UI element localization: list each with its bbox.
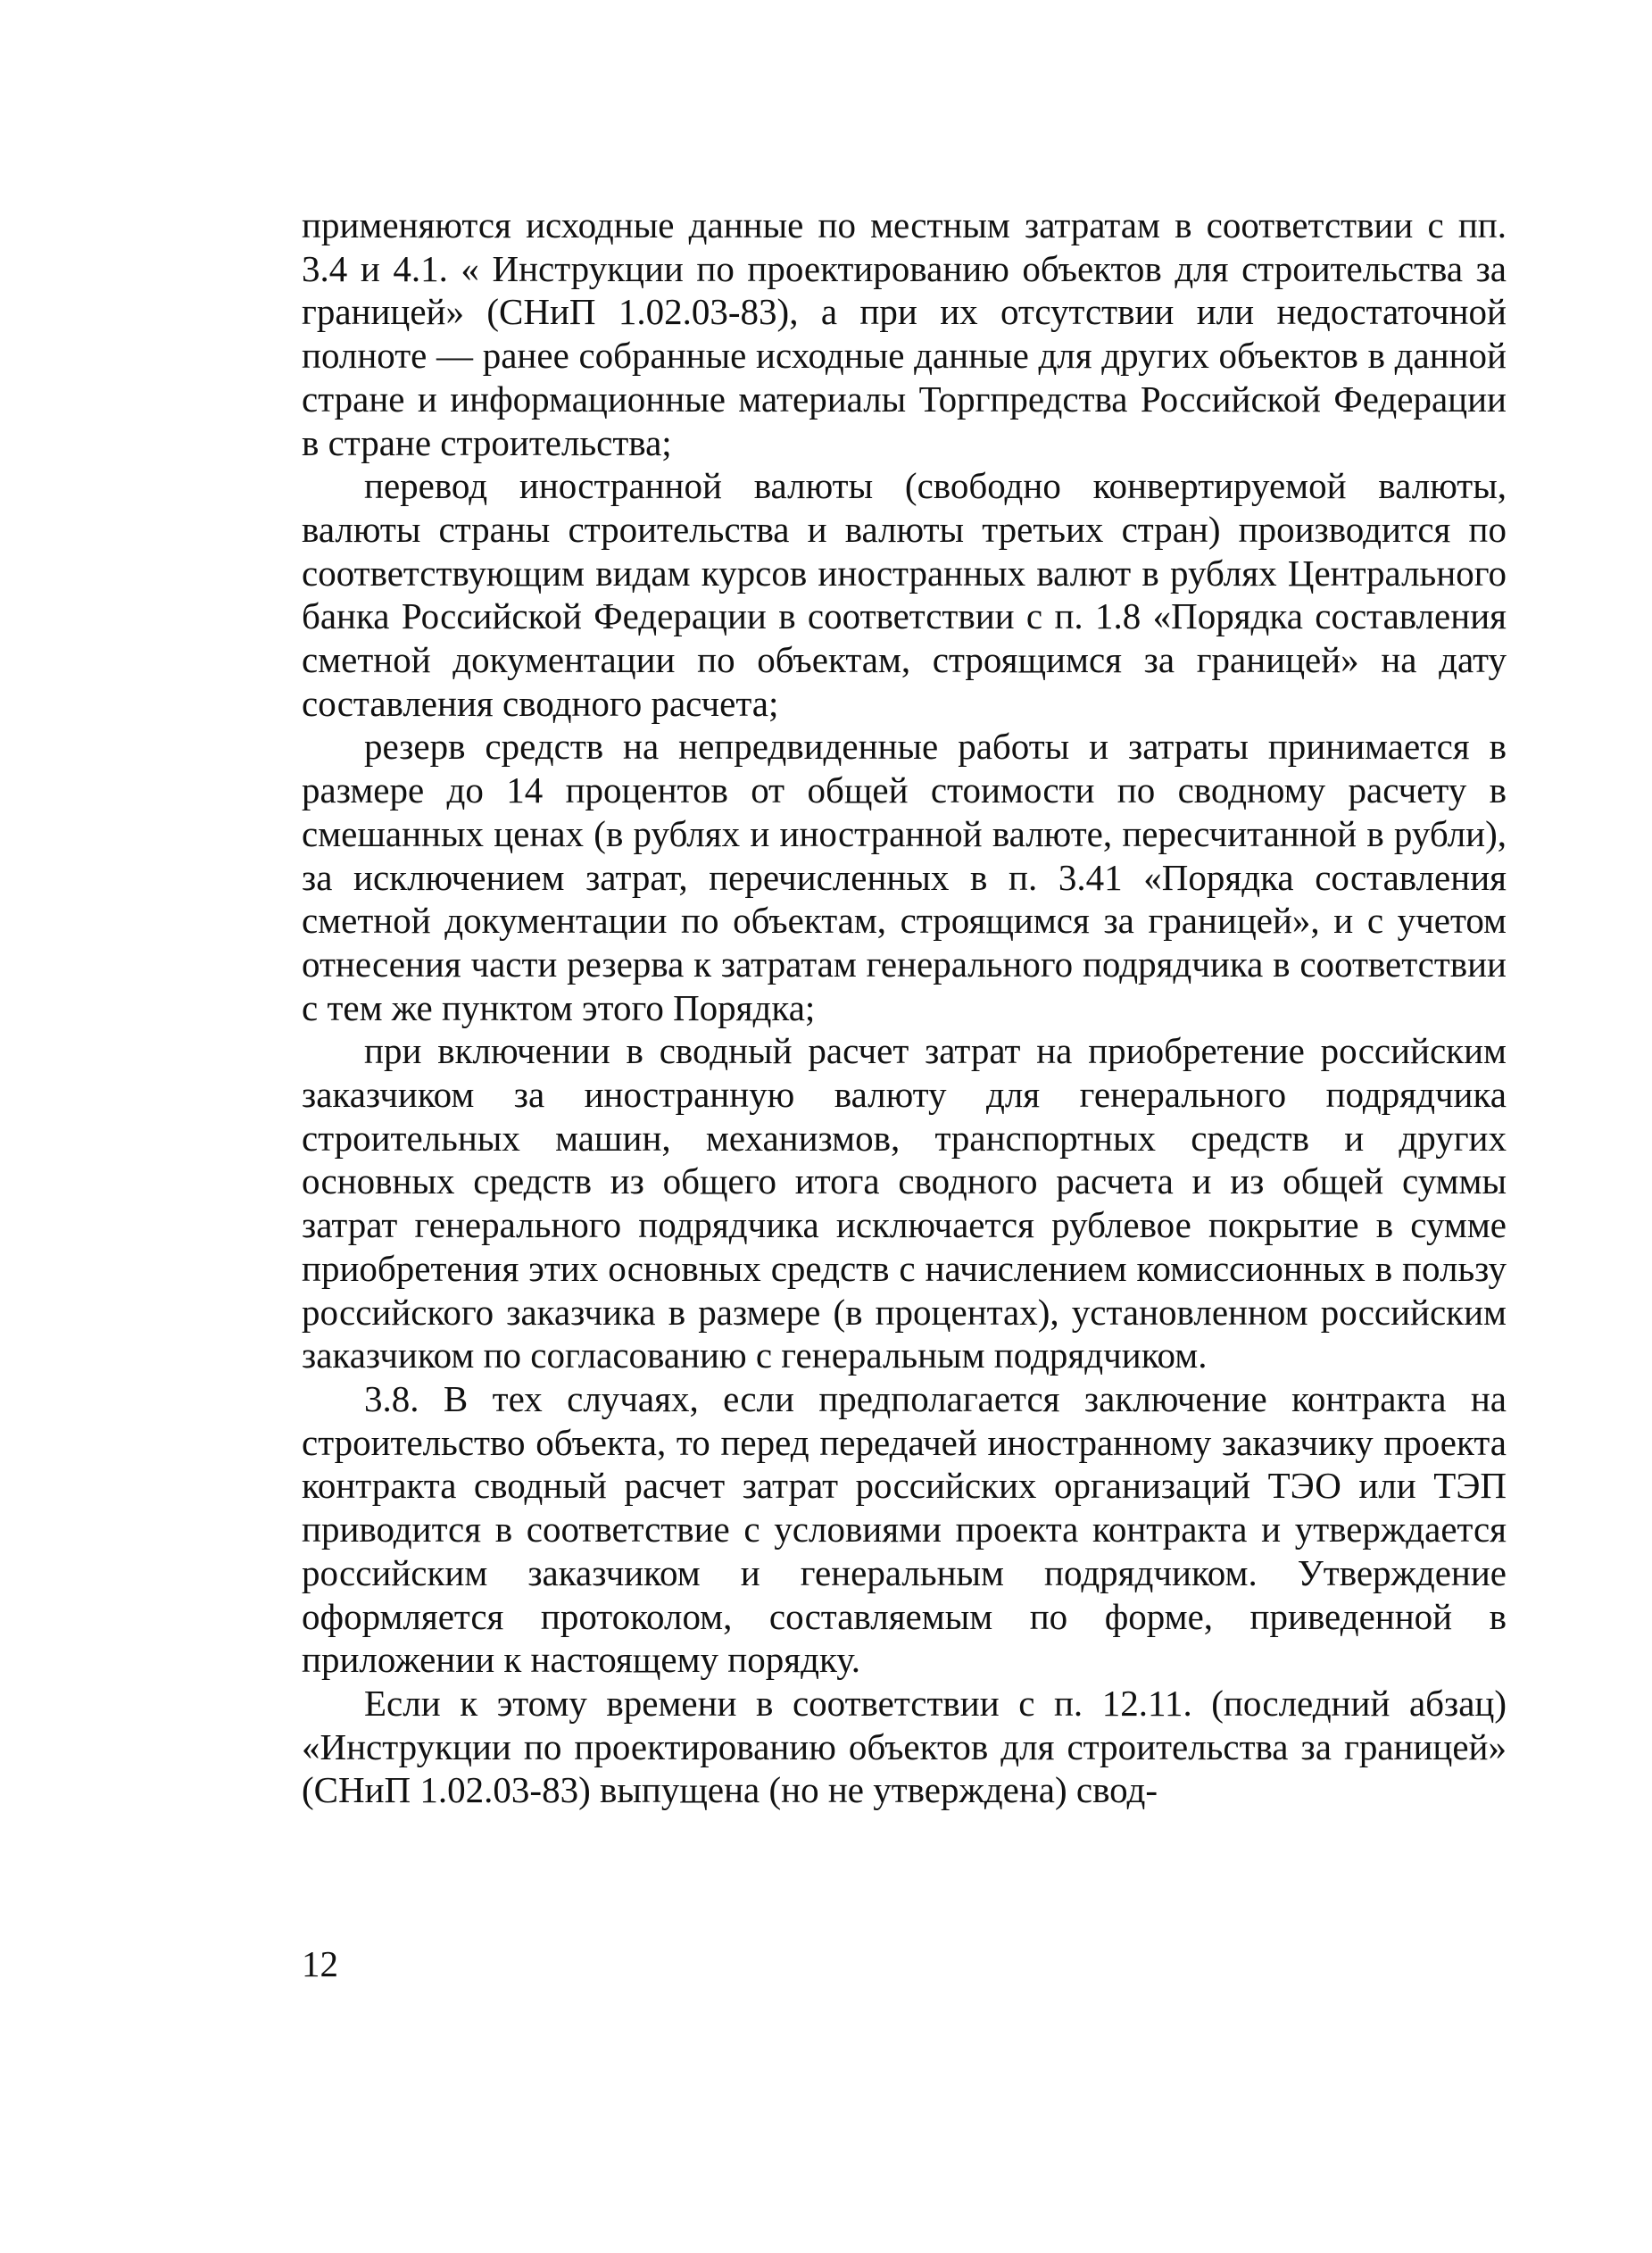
paragraph-4: при включении в сводный расчет затрат на приобретение российским заказчиком за иностранную валюту для генерального подрядчика строительных машин, механизмов, транспортных средств и других основных средств из общего итога сводного расчета и из общей суммы затрат генерального подрядчика исключается рублевое покрытие в сумме приобретения этих основных средств с начислением комиссионных в пользу российского заказчика в размере (в процентах), установленном российским заказчиком по согласованию с генеральным подрядчиком. [302,1030,1507,1376]
paragraph-1: применяются исходные данные по местным затратам в соответствии с пп. 3.4 и 4.1. « Инструкции по проектированию объектов для строительства за границей» (СНиП 1.02.03-83), а при их отсутствии или недостаточной полноте — ранее собранные исходные данные для других объектов в данной стране и информационные материалы Торгпредства Российской Федерации в стране строительства; [302,204,1507,463]
page-number: 12 [302,1943,338,1984]
paragraph-3: резерв средств на непредвиденные работы и затраты принимается в размере до 14 процентов от общей стоимости по сводному расчету в смешанных ценах (в рублях и иностранной валюте, пересчитанной в рубли), за исключением затрат, перечисленных в п. 3.41 «Порядка составления сметной документации по объектам, строящимся за границей», и с учетом отнесения части резерва к затратам генерального подрядчика в соответствии с тем же пунктом этого Порядка; [302,726,1507,1028]
document-body [302,204,1507,1812]
paragraph-5: 3.8. В тех случаях, если предполагается заключение контракта на строительство объекта, то перед передачей иностранному заказчику проекта контракта сводный расчет затрат российских организаций ТЭО или ТЭП приводится в соответствие с условиями проекта контракта и утверждается российским заказчиком и генеральным подрядчиком. Утверждение оформляется протоколом, составляемым по форме, приведенной в приложении к настоящему порядку. [302,1377,1507,1681]
paragraph-2: перевод иностранной валюты (свободно конвертируемой валюты, валюты страны строительства и валюты третьих стран) производится по соответствующим видам курсов иностранных валют в рублях Центрального банка Российской Федерации в соответствии с п. 1.8 «Порядка составления сметной документации по объектам, строящимся за границей» на дату составления сводного расчета; [302,465,1507,724]
paragraph-6: Если к этому времени в соответствии с п. 12.11. (последний абзац) «Инструкции по проектированию объектов для строительства за границей» (СНиП 1.02.03-83) выпущена (но не утверждена) свод- [302,1682,1507,1811]
